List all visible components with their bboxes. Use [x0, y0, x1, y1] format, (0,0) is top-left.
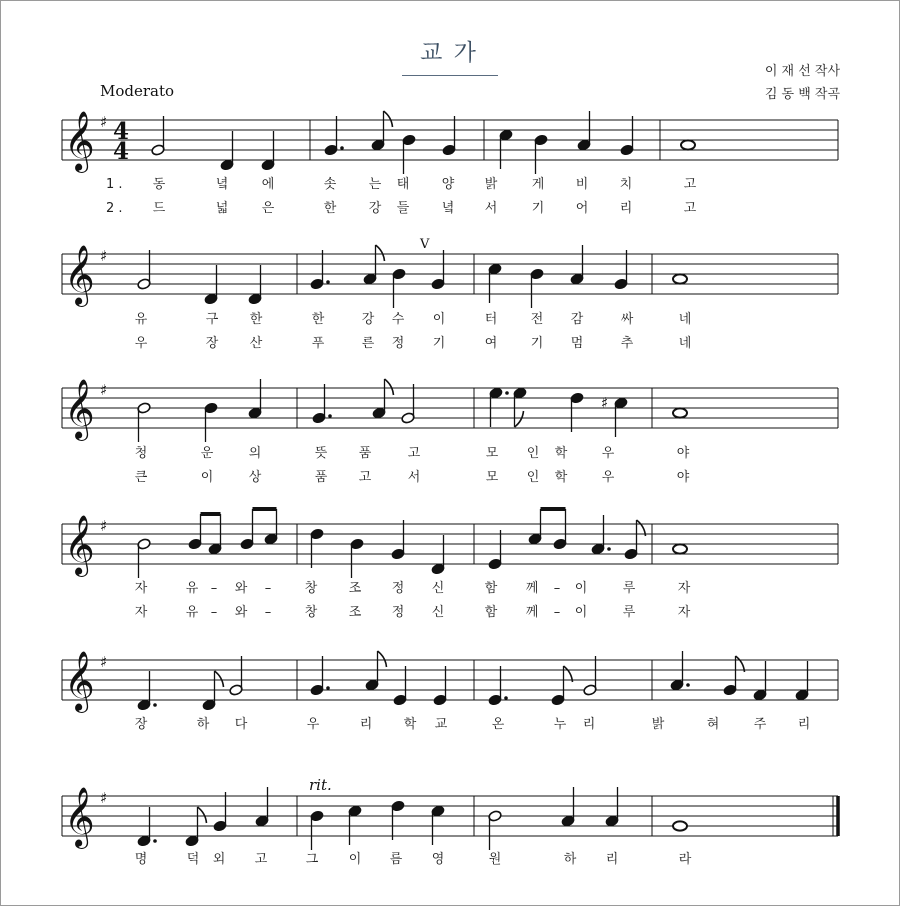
- lyric-syllable: 뜻: [314, 446, 328, 461]
- time-signature-bottom: 4: [113, 138, 130, 165]
- ritardando-mark: rit.: [309, 776, 332, 794]
- lyric-syllable: 밝: [484, 177, 498, 192]
- treble-clef: 𝄞: [64, 245, 95, 305]
- verse-2-number: 2 .: [106, 201, 123, 216]
- lyric-syllable: 학: [403, 717, 417, 732]
- lyric-syllable: 추: [620, 336, 634, 351]
- lyric-syllable: 터: [484, 312, 498, 327]
- lyric-syllable: 드: [152, 201, 166, 216]
- treble-clef: 𝄞: [64, 111, 95, 171]
- lyric-syllable: 수: [391, 312, 405, 327]
- eighth-flag: [384, 111, 393, 127]
- sharp-accidental: ♯: [601, 394, 609, 412]
- lyric-syllable: 한: [311, 312, 325, 327]
- lyric-syllable: 영: [431, 852, 445, 867]
- lyric-syllable: 우: [601, 446, 615, 461]
- lyric-syllable: 이: [574, 605, 588, 620]
- tempo-marking: Moderato: [100, 82, 175, 100]
- staff-system: [62, 379, 838, 441]
- dot-mark: [328, 414, 332, 418]
- lyric-syllable: 라: [678, 852, 692, 867]
- lyric-syllable: 녘: [441, 201, 455, 216]
- lyric-syllable: 네: [678, 312, 692, 327]
- lyric-syllable: 들: [396, 201, 410, 216]
- eighth-flag: [515, 411, 524, 427]
- lyric-syllable: 자: [134, 605, 148, 620]
- lyric-syllable: 창: [304, 605, 318, 620]
- lyric-syllable: 고: [254, 852, 268, 867]
- lyric-syllable: 솟: [323, 177, 337, 192]
- dot-mark: [505, 391, 509, 395]
- lyric-syllable: 품: [358, 446, 372, 461]
- lyric-syllable: 른: [361, 336, 375, 351]
- lyric-syllable: 학: [554, 446, 568, 461]
- treble-clef: 𝄞: [64, 379, 95, 439]
- whole-note: [681, 140, 695, 149]
- song-title: 교 가: [420, 40, 478, 66]
- lyric-syllable: –: [210, 605, 218, 620]
- lyric-syllable: 루: [622, 581, 636, 596]
- whole-note: [673, 821, 687, 830]
- lyric-syllable: –: [210, 581, 218, 596]
- lyric-syllable: –: [264, 605, 272, 620]
- lyric-syllable: 리: [797, 717, 811, 732]
- staff-system: [62, 787, 838, 849]
- lyric-syllable: 인: [526, 470, 540, 485]
- lyric-syllable: 께: [525, 605, 539, 620]
- lyric-syllable: 외: [212, 852, 226, 867]
- lyric-syllable: 운: [200, 446, 214, 461]
- lyric-syllable: 장: [205, 336, 219, 351]
- lyric-syllable: 정: [391, 336, 405, 351]
- dot-mark: [153, 703, 157, 707]
- lyric-syllable: 기: [432, 336, 446, 351]
- lyric-syllable: 산: [249, 336, 263, 351]
- treble-clef: 𝄞: [64, 651, 95, 711]
- lyric-syllable: 함: [484, 605, 498, 620]
- lyricist-credit: 이 재 선 작사: [764, 64, 840, 79]
- lyric-syllable: –: [553, 581, 561, 596]
- time-signature-top: 4: [113, 118, 130, 145]
- lyric-syllable: 치: [619, 177, 633, 192]
- lyric-syllable: 인: [526, 446, 540, 461]
- eighth-flag: [385, 379, 394, 395]
- lyric-syllable: 와: [234, 581, 248, 596]
- lyric-syllable: 고: [358, 470, 372, 485]
- lyric-syllable: 는: [368, 177, 382, 192]
- lyric-syllable: 우: [306, 717, 320, 732]
- lyric-syllable: –: [553, 605, 561, 620]
- lyric-syllable: 녘: [215, 177, 229, 192]
- lyric-syllable: 밝: [651, 717, 665, 732]
- lyric-syllable: 자: [134, 581, 148, 596]
- eighth-flag: [215, 671, 224, 687]
- lyric-syllable: 조: [348, 605, 362, 620]
- lyric-syllable: 혀: [706, 717, 720, 732]
- staff-system: [62, 245, 838, 307]
- lyric-syllable: 유: [185, 605, 199, 620]
- lyric-syllable: 청: [134, 446, 148, 461]
- lyric-syllable: 멈: [570, 336, 584, 351]
- lyric-syllable: 강: [368, 201, 382, 216]
- lyric-syllable: 정: [391, 581, 405, 596]
- eighth-flag: [376, 245, 385, 261]
- lyric-syllable: 강: [361, 312, 375, 327]
- verse-1-number: 1 .: [106, 177, 123, 192]
- dot-mark: [607, 547, 611, 551]
- lyric-syllable: 함: [484, 581, 498, 596]
- lyric-syllable: 기: [531, 201, 545, 216]
- lyric-syllable: 푸: [311, 336, 325, 351]
- whole-note: [673, 544, 687, 553]
- lyric-syllable: 우: [601, 470, 615, 485]
- lyric-syllable: –: [264, 581, 272, 596]
- lyric-syllable: 리: [605, 852, 619, 867]
- breath-mark: V: [420, 237, 430, 252]
- lyric-syllable: 하: [196, 717, 210, 732]
- dot-mark: [153, 839, 157, 843]
- lyric-syllable: 이: [348, 852, 362, 867]
- lyric-syllable: 야: [676, 470, 690, 485]
- lyric-syllable: 학: [554, 470, 568, 485]
- lyric-syllable: 이: [200, 470, 214, 485]
- lyric-syllable: 품: [314, 470, 328, 485]
- lyric-syllable: 누: [553, 717, 567, 732]
- lyric-syllable: 한: [323, 201, 337, 216]
- lyric-syllable: 하: [563, 852, 577, 867]
- lyric-syllable: 기: [530, 336, 544, 351]
- dot-mark: [326, 686, 330, 690]
- lyric-syllable: 동: [152, 177, 166, 192]
- lyric-syllable: 야: [676, 446, 690, 461]
- lyric-syllable: 신: [431, 581, 445, 596]
- key-signature-sharp: ♯: [100, 113, 108, 131]
- lyric-syllable: 네: [678, 336, 692, 351]
- key-signature-sharp: ♯: [100, 653, 108, 671]
- lyric-syllable: 리: [359, 717, 373, 732]
- staff-system: [62, 111, 838, 173]
- lyric-syllable: 유: [134, 312, 148, 327]
- eighth-flag: [378, 651, 387, 667]
- dot-mark: [504, 696, 508, 700]
- lyric-syllable: 신: [431, 605, 445, 620]
- lyric-syllable: 와: [234, 605, 248, 620]
- lyric-syllable: 루: [622, 605, 636, 620]
- dot-mark: [686, 683, 690, 687]
- key-signature-sharp: ♯: [100, 247, 108, 265]
- lyric-syllable: 어: [575, 201, 589, 216]
- lyric-syllable: 감: [570, 312, 584, 327]
- lyric-syllable: 양: [441, 177, 455, 192]
- treble-clef: 𝄞: [64, 515, 95, 575]
- lyric-syllable: 여: [484, 336, 498, 351]
- lyric-syllable: 이: [574, 581, 588, 596]
- staff-system: [62, 651, 838, 713]
- lyric-syllable: 고: [683, 177, 697, 192]
- treble-clef: 𝄞: [64, 787, 95, 847]
- whole-note: [673, 274, 687, 283]
- lyric-syllable: 이: [432, 312, 446, 327]
- dot-mark: [326, 280, 330, 284]
- lyric-syllable: 비: [575, 177, 589, 192]
- lyric-syllable: 리: [582, 717, 596, 732]
- lyric-syllable: 넓: [215, 201, 229, 216]
- lyric-syllable: 원: [488, 852, 502, 867]
- composer-credit: 김 동 백 작곡: [764, 87, 840, 102]
- lyric-syllable: 장: [134, 717, 148, 732]
- dot-mark: [340, 146, 344, 150]
- lyric-syllable: 그: [305, 852, 319, 867]
- lyric-syllable: 큰: [134, 470, 148, 485]
- lyric-syllable: 에: [261, 177, 275, 192]
- lyric-syllable: 다: [234, 717, 248, 732]
- lyric-syllable: 유: [185, 581, 199, 596]
- staff-system: [62, 515, 838, 577]
- lyric-syllable: 모: [485, 470, 499, 485]
- lyric-syllable: 한: [249, 312, 263, 327]
- lyric-syllable: 구: [205, 312, 219, 327]
- lyric-syllable: 온: [491, 717, 505, 732]
- lyric-syllable: 싸: [620, 312, 634, 327]
- lyric-syllable: 자: [677, 605, 691, 620]
- lyric-syllable: 덕: [186, 852, 200, 867]
- lyric-syllable: 정: [391, 605, 405, 620]
- lyric-syllable: 창: [304, 581, 318, 596]
- lyric-syllable: 고: [407, 446, 421, 461]
- lyric-syllable: 명: [134, 852, 148, 867]
- lyric-syllable: 은: [261, 201, 275, 216]
- lyric-syllable: 고: [683, 201, 697, 216]
- lyric-syllable: 서: [484, 201, 498, 216]
- eighth-flag: [198, 807, 207, 823]
- lyric-syllable: 의: [248, 446, 262, 461]
- lyric-syllable: 조: [348, 581, 362, 596]
- lyric-syllable: 름: [389, 852, 403, 867]
- lyric-syllable: 전: [530, 312, 544, 327]
- key-signature-sharp: ♯: [100, 517, 108, 535]
- lyric-syllable: 리: [619, 201, 633, 216]
- lyric-syllable: 서: [407, 470, 421, 485]
- lyric-syllable: 태: [396, 177, 410, 192]
- lyric-syllable: 모: [485, 446, 499, 461]
- lyric-syllable: 자: [677, 581, 691, 596]
- lyric-syllable: 주: [753, 717, 767, 732]
- lyric-syllable: 상: [248, 470, 262, 485]
- lyric-syllable: 우: [134, 336, 148, 351]
- lyric-syllable: 께: [525, 581, 539, 596]
- key-signature-sharp: ♯: [100, 789, 108, 807]
- lyric-syllable: 교: [434, 717, 448, 732]
- lyric-syllable: 게: [531, 177, 545, 192]
- whole-note: [673, 408, 687, 417]
- key-signature-sharp: ♯: [100, 381, 108, 399]
